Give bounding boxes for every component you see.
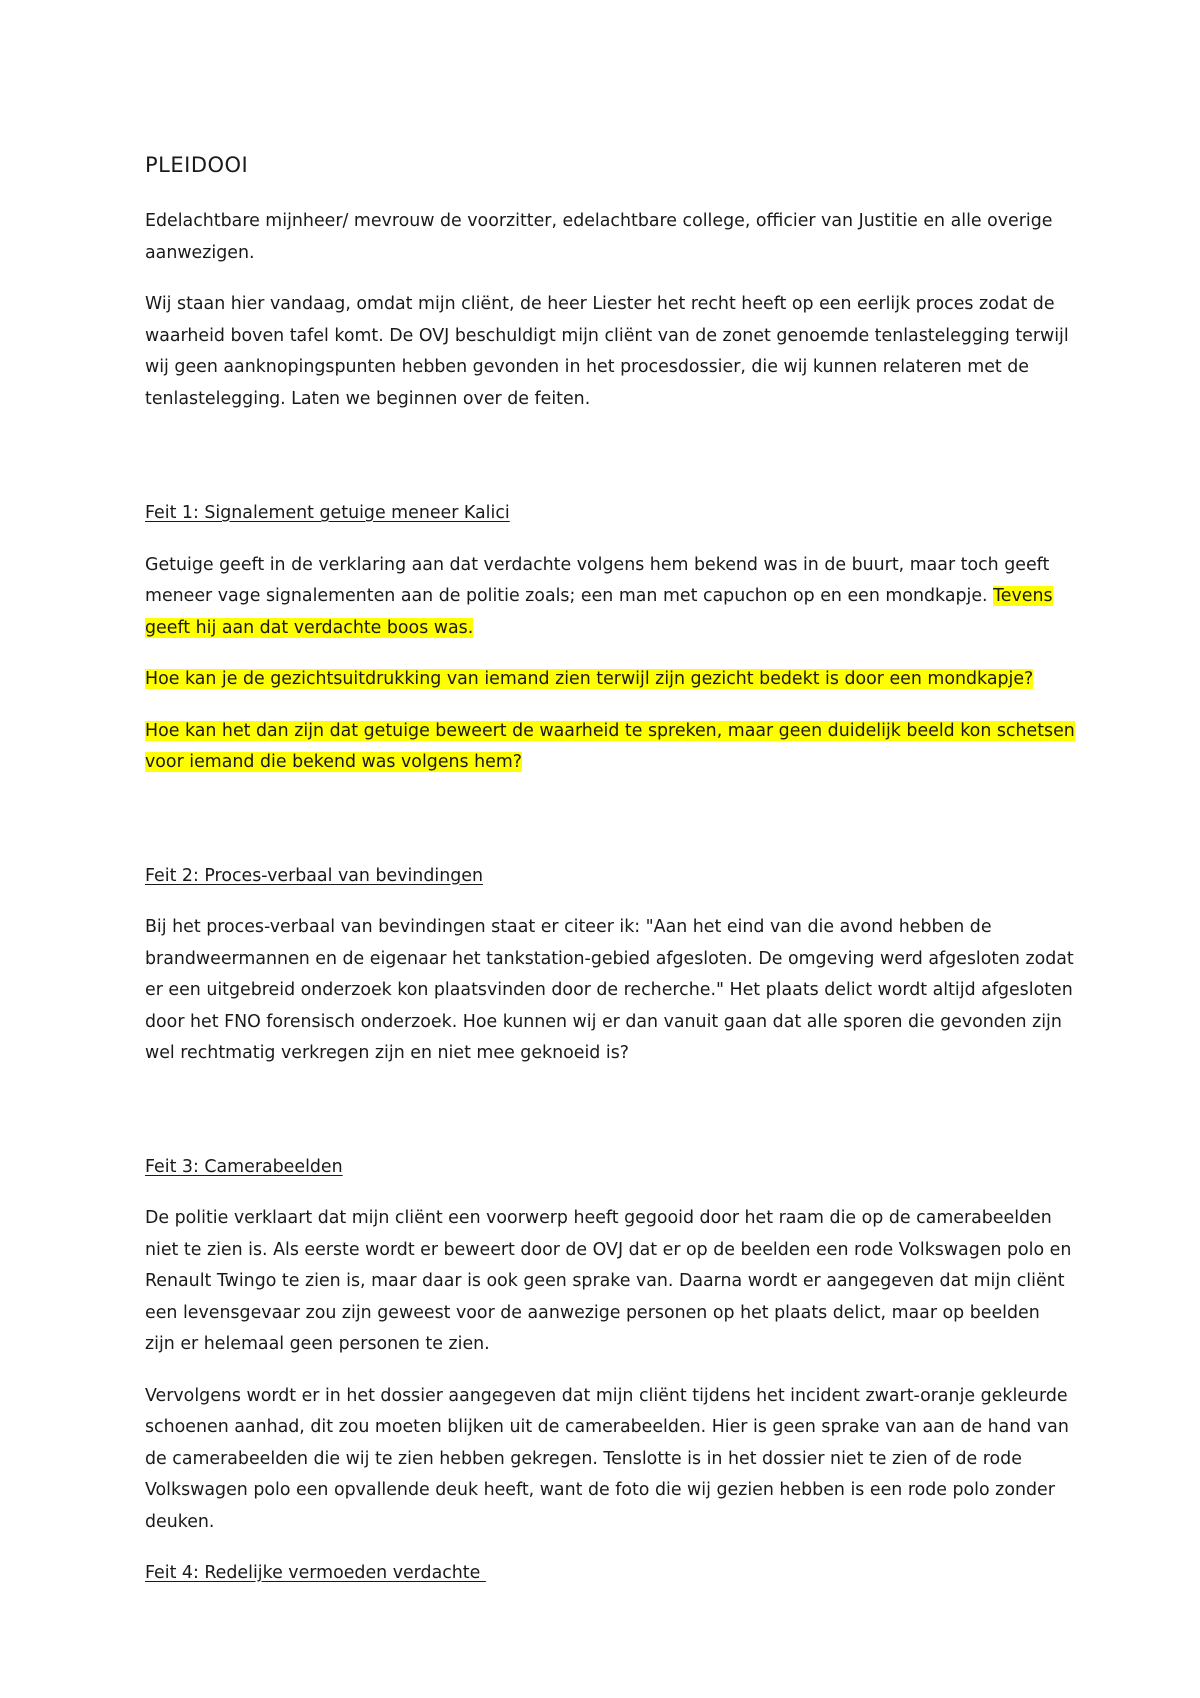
- feit-1-question-1: [145, 664, 1075, 696]
- section-heading-feit-4: Feit 4: Redelijke vermoeden verdachte: [145, 1563, 486, 1583]
- question-2-highlighted-text: Hoe kan het dan zijn dat getuige beweert de waarheid te spreken, maar geen duidelijk beeld kon schetsen voor iemand die bekend was volgens hem?: [145, 720, 1075, 772]
- question-1-highlighted-text: Hoe kan je de gezichtsuitdrukking van iemand zien terwijl zijn gezicht bedekt is door een mondkapje?: [145, 669, 1034, 689]
- feit-3-paragraph-2: Vervolgens wordt er in het dossier aangegeven dat mijn cliënt tijdens het incident zwart-oranje gekleurde schoenen aanhad, dit zou moeten blijken uit de camerabeelden. Hier is geen sprake van aan de hand van de camerabeelden die wij te zien hebben gekregen. Tenslotte is in het dossier niet te zien of de rode Volkswagen polo een opvallende deuk heeft, want de foto die wij gezien hebben is een rode polo zonder deuken.: [145, 1385, 1069, 1532]
- feit-2-paragraph: Bij het proces-verbaal van bevindingen staat er citeer ik: "Aan het eind van die avond hebben de brandweermannen en de eigenaar het tankstation-gebied afgesloten. De omgeving werd afgesloten zodat er een uitgebreid onderzoek kon plaatsvinden door de recherche." Het plaats delict wordt altijd afgesloten door het FNO forensisch onderzoek. Hoe kunnen wij er dan vanuit gaan dat alle sporen die gevonden zijn wel rechtmatig verkregen zijn en niet mee geknoeid is?: [145, 917, 1074, 1063]
- opening-paragraph: Wij staan hier vandaag, omdat mijn cliënt, de heer Liester het recht heeft op een eerlijk proces zodat de waarheid boven tafel komt. De OVJ beschuldigt mijn cliënt van de zonet genoemde tenlastelegging terwijl wij geen aanknopingspunten hebben gevonden in het procesdossier, die wij kunnen relateren met de tenlastelegging. Laten we beginnen over de feiten.: [145, 294, 1069, 409]
- feit-3-paragraph-1: De politie verklaart dat mijn cliënt een voorwerp heeft gegooid door het raam die op de camerabeelden niet te zien is. Als eerste wordt er beweert door de OVJ dat er op de beelden een rode Volkswagen polo en Renault Twingo te zien is, maar daar is ook geen sprake van. Daarna wordt er aangegeven dat mijn cliënt een levensgevaar zou zijn geweest voor de aanwezige personen op het plaats delict, maar op beelden zijn er helemaal geen personen te zien.: [145, 1208, 1072, 1354]
- document-title: PLEIDOOI: [145, 153, 249, 177]
- section-heading-feit-3: Feit 3: Camerabeelden: [145, 1156, 343, 1177]
- spacer: [145, 799, 1075, 861]
- feit-1-highlighted-text: Tevens geeft hij aan dat verdachte boos was.: [145, 586, 1053, 638]
- feit-1-text: Getuige geeft in de verklaring aan dat verdachte volgens hem bekend was in de buurt, maar toch geeft meneer vage signalementen aan de politie zoals; een man met capuchon op en een mondkapje.: [145, 554, 1050, 606]
- section-heading-feit-2: Feit 2: Proces-verbaal van bevindingen: [145, 865, 483, 886]
- salutation-paragraph: Edelachtbare mijnheer/ mevrouw de voorzitter, edelachtbare college, officier van Justitie en alle overige aanwezigen.: [145, 211, 1053, 263]
- feit-1-question-2: [145, 716, 1075, 779]
- document-body: [145, 150, 1075, 1610]
- spacer: [145, 435, 1075, 498]
- feit-1-paragraph: [145, 550, 1075, 645]
- section-heading-feit-1: Feit 1: Signalement getuige meneer Kalici: [145, 503, 510, 523]
- spacer: [145, 1090, 1075, 1152]
